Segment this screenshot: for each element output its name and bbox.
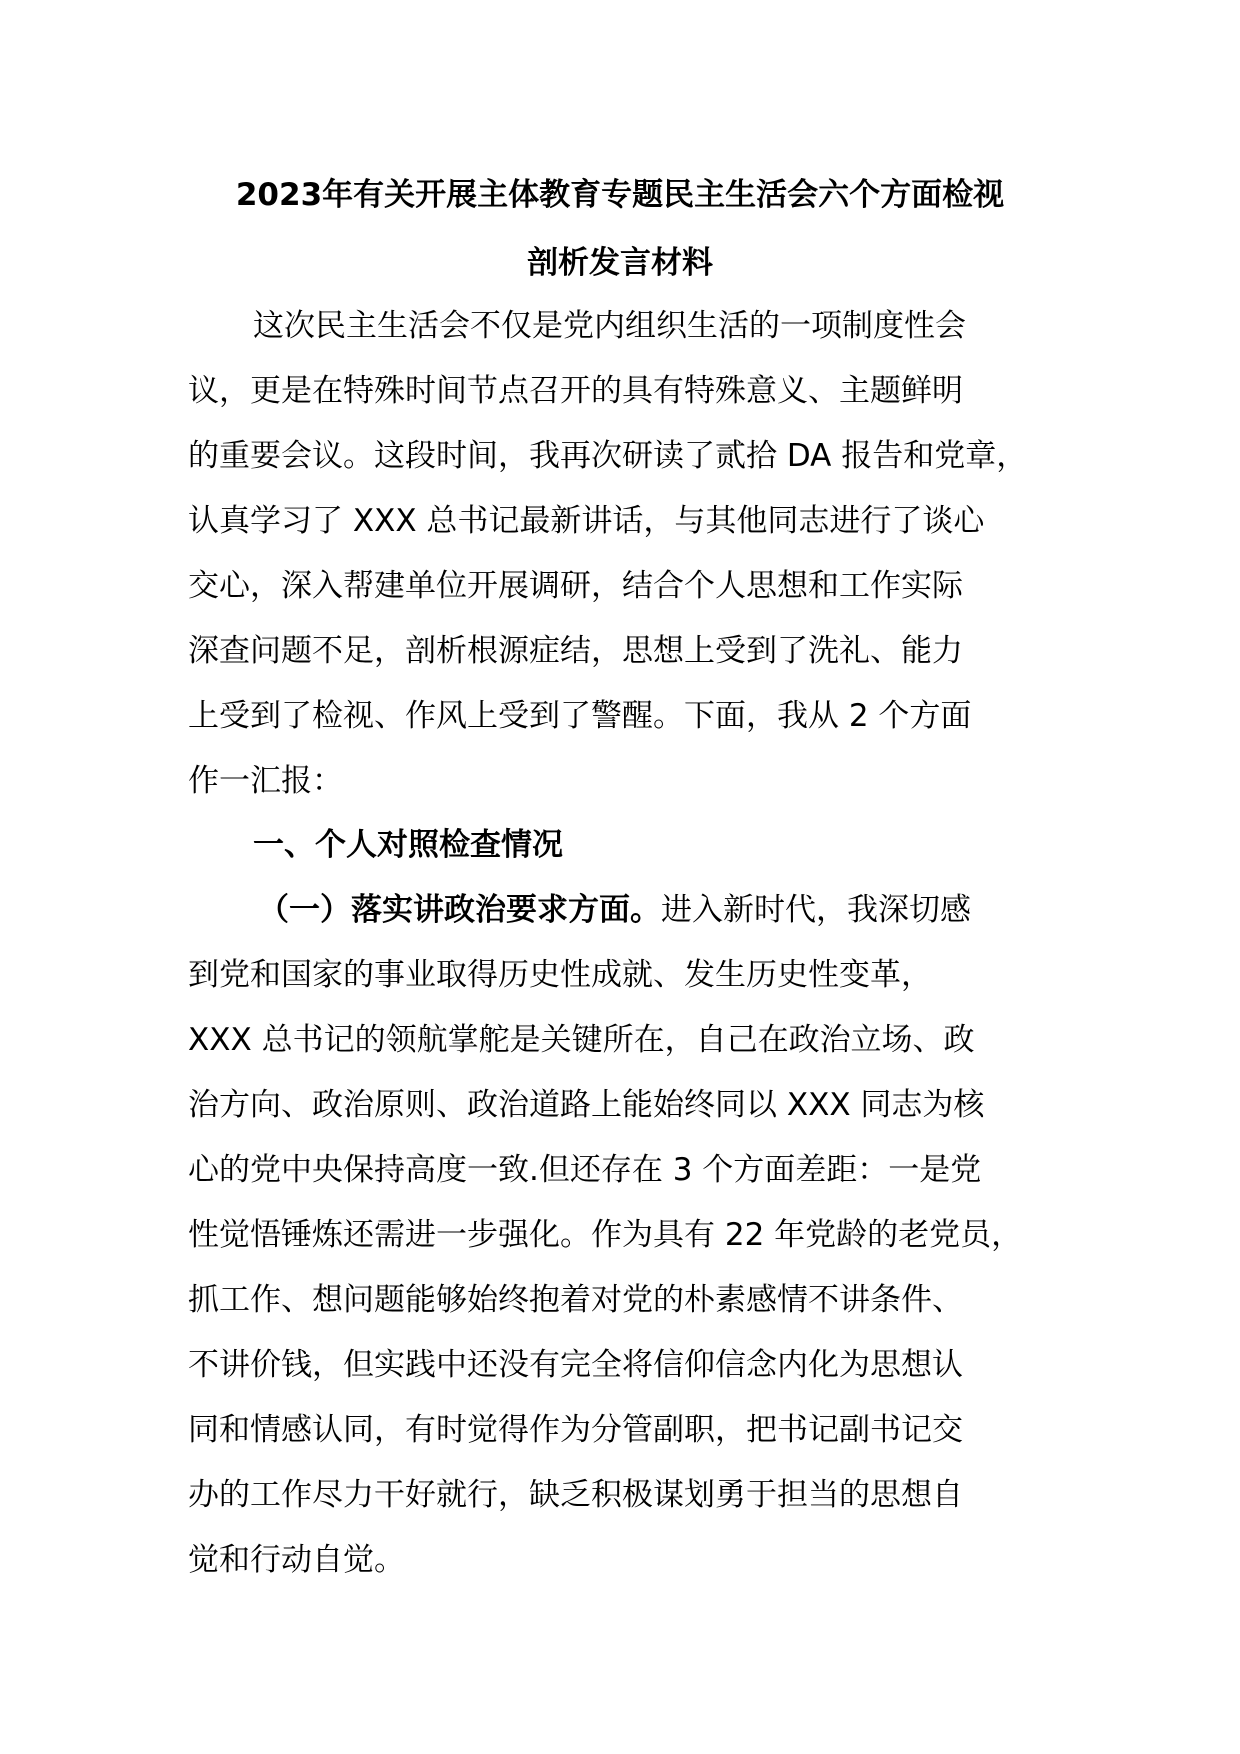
- document-title-line-2: 剖析发言材料: [527, 245, 713, 281]
- paragraph-line-text: 进入新时代，我深切感: [661, 892, 971, 928]
- paragraph-line: 心的党中央保持高度一致.但还存在 3 个方面差距：一是党: [188, 1152, 982, 1188]
- paragraph-line: 治方向、政治原则、政治道路上能始终同以 XXX 同志为核: [188, 1087, 985, 1123]
- paragraph-line: 觉和行动自觉。: [188, 1542, 405, 1578]
- section-heading: 一、个人对照检查情况: [253, 827, 563, 863]
- paragraph-line: 交心，深入帮建单位开展调研，结合个人思想和工作实际: [188, 568, 963, 604]
- paragraph-line: 办的工作尽力干好就行，缺乏积极谋划勇于担当的思想自: [188, 1477, 963, 1513]
- paragraph-line: 这次民主生活会不仅是党内组织生活的一项制度性会: [253, 308, 966, 344]
- paragraph-first-line: [188, 878, 1088, 943]
- paragraph-line: 的重要会议。这段时间，我再次研读了贰拾 DA 报告和党章，: [188, 438, 1028, 474]
- paragraph-line: 性觉悟锤炼还需进一步强化。作为具有 22 年党龄的老党员，: [188, 1217, 1023, 1253]
- paragraph-line: 认真学习了 XXX 总书记最新讲话，与其他同志进行了谈心: [188, 503, 985, 539]
- section-paragraph: [188, 878, 1088, 1593]
- paragraph-line: 到党和国家的事业取得历史性成就、发生历史性变革，: [188, 957, 932, 993]
- paragraph-line: 深查问题不足，剖析根源症结，思想上受到了洗礼、能力: [188, 633, 963, 669]
- paragraph-line: 抓工作、想问题能够始终抱着对党的朴素感情不讲条件、: [188, 1282, 963, 1318]
- paragraph-line: 不讲价钱，但实践中还没有完全将信仰信念内化为思想认: [188, 1347, 963, 1383]
- paragraph-line: 同和情感认同，有时觉得作为分管副职，把书记副书记交: [188, 1412, 963, 1448]
- document-title-line-1: 2023年有关开展主体教育专题民主生活会六个方面检视: [235, 177, 1005, 213]
- intro-paragraph: [188, 294, 1088, 814]
- paragraph-line: 作一汇报：: [188, 763, 343, 799]
- paragraph-line: XXX 总书记的领航掌舵是关键所在，自己在政治立场、政: [188, 1022, 975, 1058]
- subsection-heading: （一）落实讲政治要求方面。: [258, 892, 661, 928]
- paragraph-line: 上受到了检视、作风上受到了警醒。下面，我从 2 个方面: [188, 698, 972, 734]
- paragraph-line: 议，更是在特殊时间节点召开的具有特殊意义、主题鲜明: [188, 373, 963, 409]
